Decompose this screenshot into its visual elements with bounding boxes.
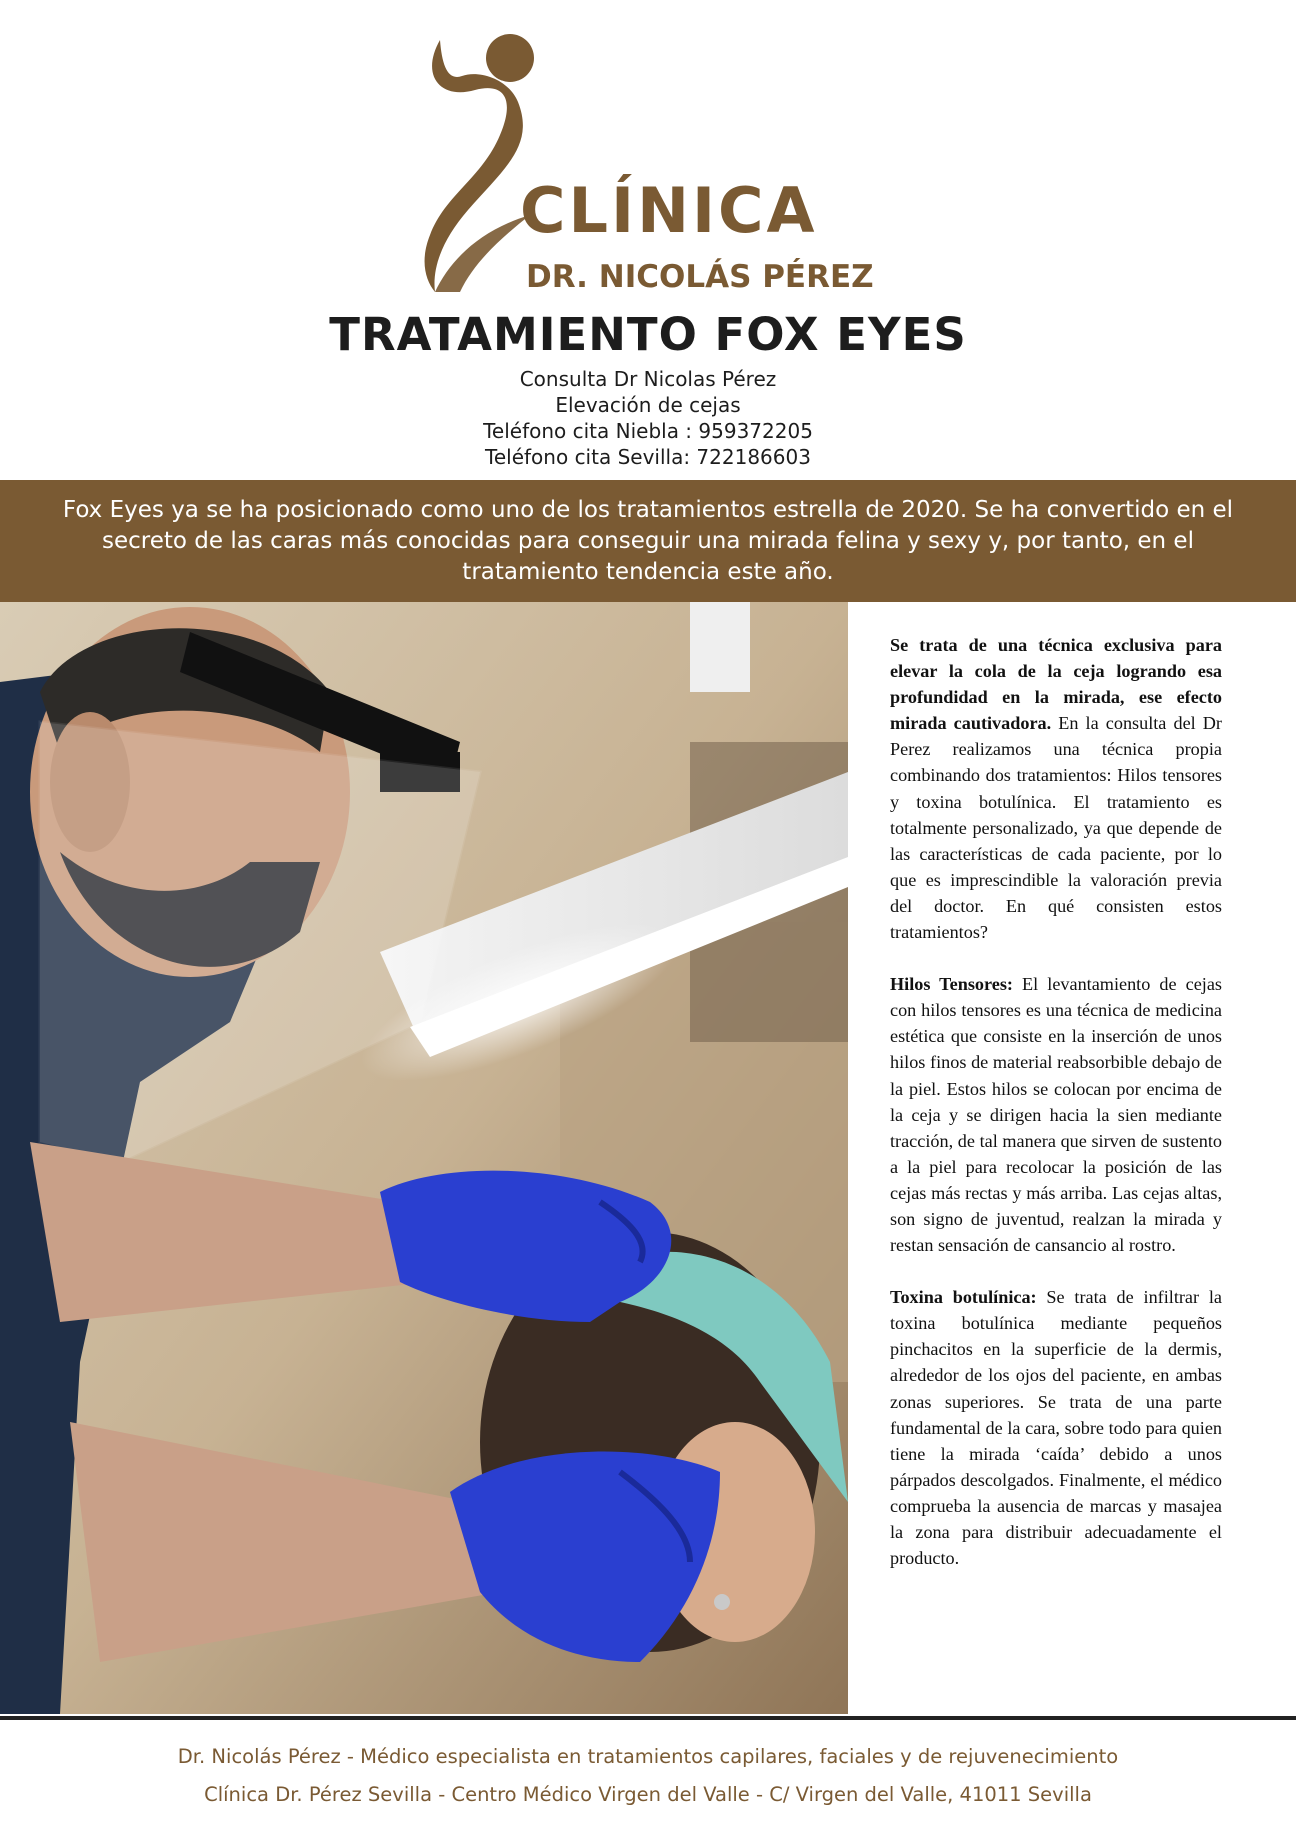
contact-line: Teléfono cita Sevilla: 722186603 [485, 445, 811, 469]
intro-band [0, 480, 1296, 602]
page-title: TRATAMIENTO FOX EYES [329, 308, 967, 361]
footer-line: Dr. Nicolás Pérez - Médico especialista en tratamientos capilares, faciales y de rejuvenecimiento [177, 1745, 1119, 1768]
clinic-logo-name: CLÍNICA [520, 174, 818, 247]
article-text: Se trata de infiltrar la toxina botulínica mediante pequeños pinchacitos en la superficie de la dermis, alrededor de los ojos del paciente, en ambas zonas superiores. Se trata de una parte fundamental de la cara, sobre todo para quien tiene la mirada ‘caída’ debido a unos párpados descolgados. Finalmente, el médico comprueba la ausencia de marcas y masajea la zona para distribuir adecuadamente el producto. [890, 1287, 1222, 1569]
article-paragraph [890, 632, 1222, 945]
article-heading-hilos: Hilos Tensores: [890, 974, 1013, 995]
footer-divider [0, 1716, 1296, 1720]
article-paragraph [890, 1284, 1222, 1571]
article-lead: Se trata de una técnica exclusiva para elevar la cola de la ceja logrando esa profundidad en la mirada, ese efecto mirada cautivadora. [890, 635, 1222, 734]
contact-line: Teléfono cita Niebla : 959372205 [483, 419, 813, 443]
article-text: En la consulta del Dr Perez realizamos una técnica propia combinando dos tratamientos: Hilos tensores y toxina botulínica. El tratamiento es totalmente personalizado, ya que depende de las características de cada paciente, por lo que es imprescindible la valoración previa del doctor. En qué consisten estos tratamientos? [890, 713, 1222, 943]
footer-line: Clínica Dr. Pérez Sevilla - Centro Médico Virgen del Valle - C/ Virgen del Valle, 41011 Sevilla [204, 1783, 1092, 1806]
contact-info [0, 366, 1296, 470]
treatment-photo [0, 602, 848, 1714]
intro-text: Fox Eyes ya se ha posicionado como uno de los tratamientos estrella de 2020. Se ha convertido en el secreto de las caras más conocidas para conseguir una mirada felina y sexy y, por tanto, en el tratamiento tendencia este año. [62, 496, 1234, 585]
article-heading-toxina: Toxina botulínica: [890, 1287, 1037, 1308]
article-column [890, 632, 1222, 1597]
article-text: El levantamiento de cejas con hilos tensores es una técnica de medicina estética que consiste en la inserción de unos hilos finos de material reabsorbible debajo de la piel. Estos hilos se colocan por encima de la ceja y se dirigen hacia la sien mediante tracción, de tal manera que sirven de sustento a la piel para recolocar la posición de las cejas más rectas y más arriba. Las cejas altas, son signo de juventud, realzan la mirada y restan sensación de cansancio al rostro. [890, 974, 1222, 1256]
contact-line: Consulta Dr Nicolas Pérez [519, 367, 777, 391]
contact-line: Elevación de cejas [555, 393, 741, 417]
clinic-logo-subtitle: DR. NICOLÁS PÉREZ [526, 259, 874, 295]
article-paragraph [890, 971, 1222, 1258]
footer [0, 1738, 1296, 1814]
